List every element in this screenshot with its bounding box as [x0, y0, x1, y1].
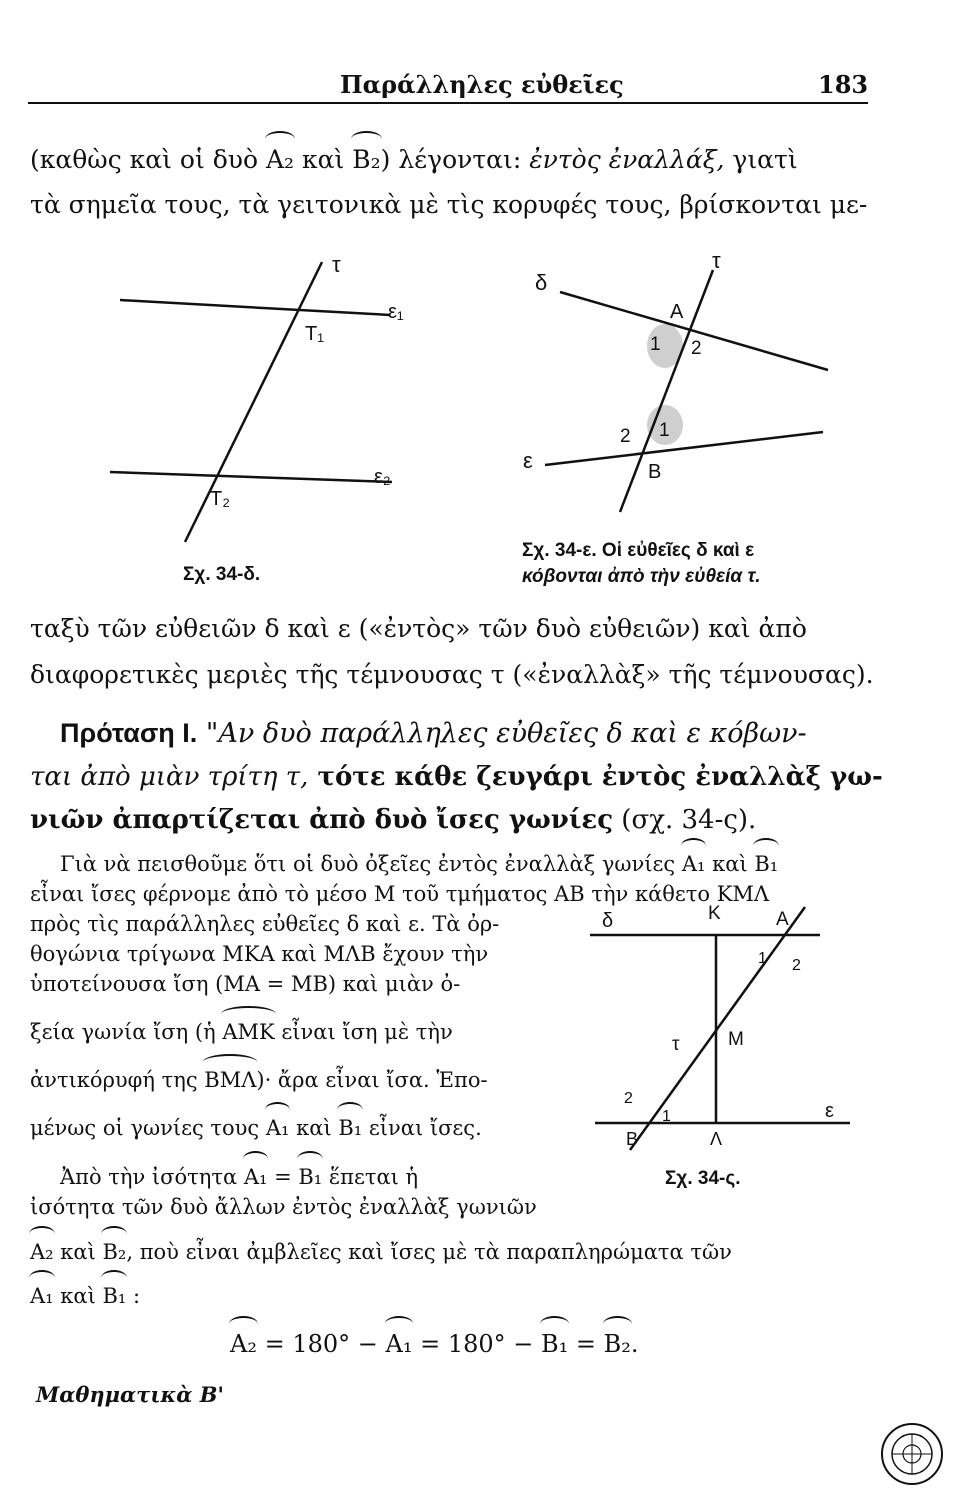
- page-header-title: Παράλληλες εὐθεῖες: [340, 70, 624, 99]
- figure-34d: [100, 250, 430, 560]
- fig34d-label-t2: T₂: [210, 488, 230, 510]
- fig34e-label-eps: ε: [523, 448, 533, 473]
- para2-line2: διαφορετικὲς μεριὲς τῆς τέμνουσας τ («ἐναλλὰξ» τῆς τέμνουσας).: [30, 660, 874, 689]
- stamp-seal: [870, 1418, 954, 1488]
- fig34e-line-tau: [620, 270, 713, 512]
- fig34d-label-tau: τ: [332, 252, 341, 277]
- fig34e-label-2-bottom: 2: [620, 426, 631, 447]
- fig34d-label-eps2: ε₂: [374, 466, 391, 488]
- para1-line1: (καθὼς καὶ οἱ δυὸ A₂ καὶ B₂) λέγονται: ἐντὸς ἐναλλάξ, γιατὶ: [30, 145, 798, 174]
- fig34s-label-delta: δ: [602, 910, 614, 932]
- fig34s-caption: Σχ. 34-ς.: [665, 1168, 741, 1189]
- fig34e-label-a: A: [670, 301, 684, 323]
- proof-line5: ὑποτείνουσα ἴση (ΜΑ = ΜΒ) καὶ μιὰν ὀ-: [30, 972, 461, 996]
- para1-line2: τὰ σημεῖα τους, τὰ γειτονικὰ μὲ τὶς κορυφές τους, βρίσκονται με-: [30, 190, 868, 219]
- formula-line: A₂ = 180° − A₁ = 180° − B₁ = B₂.: [230, 1330, 639, 1358]
- angle-a2: A₂: [265, 145, 295, 174]
- fig34d-caption: Σχ. 34-δ.: [183, 564, 261, 585]
- fig34s-label-tau: τ: [672, 1034, 680, 1055]
- proposition-line3: νιῶν ἀπαρτίζεται ἀπὸ δυὸ ἴσες γωνίες (σχ. 34-ς).: [30, 805, 757, 835]
- proof-line1: Γιὰ νὰ πεισθοῦμε ὅτι οἱ δυὸ ὀξεῖες ἐντὸς ἐναλλὰξ γωνίες A₁ καὶ B₁: [60, 852, 779, 876]
- fig34e-label-1-top: 1: [650, 334, 661, 355]
- header-rule: [28, 102, 868, 104]
- fig34e-label-b: B: [648, 461, 662, 483]
- fig34e-line-eps: [545, 432, 823, 465]
- fig34e-label-2-top: 2: [691, 338, 702, 359]
- angle-b2: B₂: [352, 145, 381, 174]
- proof-line6: ξεία γωνία ἴση (ἡ ΑΜΚ εἶναι ἴση μὲ τὴν: [30, 1020, 453, 1044]
- figure-34s: [580, 895, 870, 1160]
- proof-line2: εἶναι ἴσες φέρνομε ἀπὸ τὸ μέσο Μ τοῦ τμήματος ΑΒ τὴν κάθετο ΚΜΛ: [30, 882, 770, 906]
- fig34s-label-m: M: [728, 1029, 744, 1050]
- fig34s-label-2-top: 2: [792, 957, 801, 974]
- fig34e-label-tau: τ: [712, 250, 721, 273]
- proof-line7: ἀντικόρυφή της ΒΜΛ)· ἄρα εἶναι ἴσα. Ἑπο-: [30, 1068, 488, 1092]
- fig34d-label-eps1: ε₁: [388, 301, 404, 323]
- proof-line4: θογώνια τρίγωνα ΜΚΑ καὶ ΜΛΒ ἔχουν τὴν: [30, 942, 489, 966]
- fig34e-caption-line1: Σχ. 34-ε. Οἱ εὐθεῖες δ καὶ ε: [522, 540, 755, 561]
- footer-book-title: Μαθηματικὰ Β': [36, 1382, 224, 1407]
- proof-line10: ἰσότητα τῶν δυὸ ἄλλων ἐντὸς ἐναλλὰξ γωνιῶν: [30, 1195, 537, 1219]
- fig34e-label-1-bottom: 1: [659, 420, 670, 441]
- proof-line3: πρὸς τὶς παράλληλες εὐθεῖες δ καὶ ε. Τὰ ὀρ-: [30, 912, 500, 936]
- para2-line1: ταξὺ τῶν εὐθειῶν δ καὶ ε («ἐντὸς» τῶν δυὸ εὐθειῶν) καὶ ἀπὸ: [30, 614, 807, 643]
- fig34d-line-eps1: [120, 300, 390, 315]
- fig34e-label-delta: δ: [535, 270, 548, 295]
- fig34s-label-1-top: 1: [758, 950, 767, 967]
- fig34s-label-k: K: [708, 903, 721, 924]
- fig34s-line-tau: [630, 907, 805, 1150]
- fig34s-label-l: Λ: [710, 1129, 723, 1149]
- figure-34e: [505, 250, 845, 530]
- fig34d-label-t1: T₁: [305, 323, 324, 345]
- proof-line8: μένως οἱ γωνίες τους A₁ καὶ B₁ εἶναι ἴσες.: [30, 1116, 482, 1140]
- foundation-stamp: [870, 1418, 954, 1488]
- page-number: 183: [818, 70, 869, 99]
- proof-line11: A₂ καὶ B₂, ποὺ εἶναι ἀμβλεῖες καὶ ἴσες μὲ τὰ παραπληρώματα τῶν: [30, 1240, 732, 1264]
- proof-line12: A₁ καὶ B₁ :: [30, 1284, 141, 1308]
- proof-line9: Ἀπὸ τὴν ἰσότητα A₁ = B₁ ἕπεται ἡ: [60, 1165, 419, 1189]
- fig34e-caption-line2: κόβονται ἀπὸ τὴν εὐθεία τ.: [522, 566, 761, 587]
- proposition-label: Πρόταση Ι.: [60, 718, 198, 748]
- proposition-line1: Πρόταση Ι. "Αν δυὸ παράλληλες εὐθεῖες δ καὶ ε κόβων-: [60, 718, 807, 749]
- fig34s-label-a: A: [776, 909, 789, 930]
- fig34s-label-eps: ε: [825, 1100, 834, 1122]
- fig34s-label-b: B: [626, 1129, 639, 1149]
- fig34d-line-eps2: [110, 472, 392, 482]
- fig34s-label-2-bottom: 2: [624, 1090, 633, 1107]
- proposition-line2: ται ἀπὸ μιὰν τρίτη τ, τότε κάθε ζευγάρι ἐντὸς ἐναλλὰξ γω-: [30, 762, 883, 792]
- fig34s-label-1-bottom: 1: [662, 1108, 671, 1125]
